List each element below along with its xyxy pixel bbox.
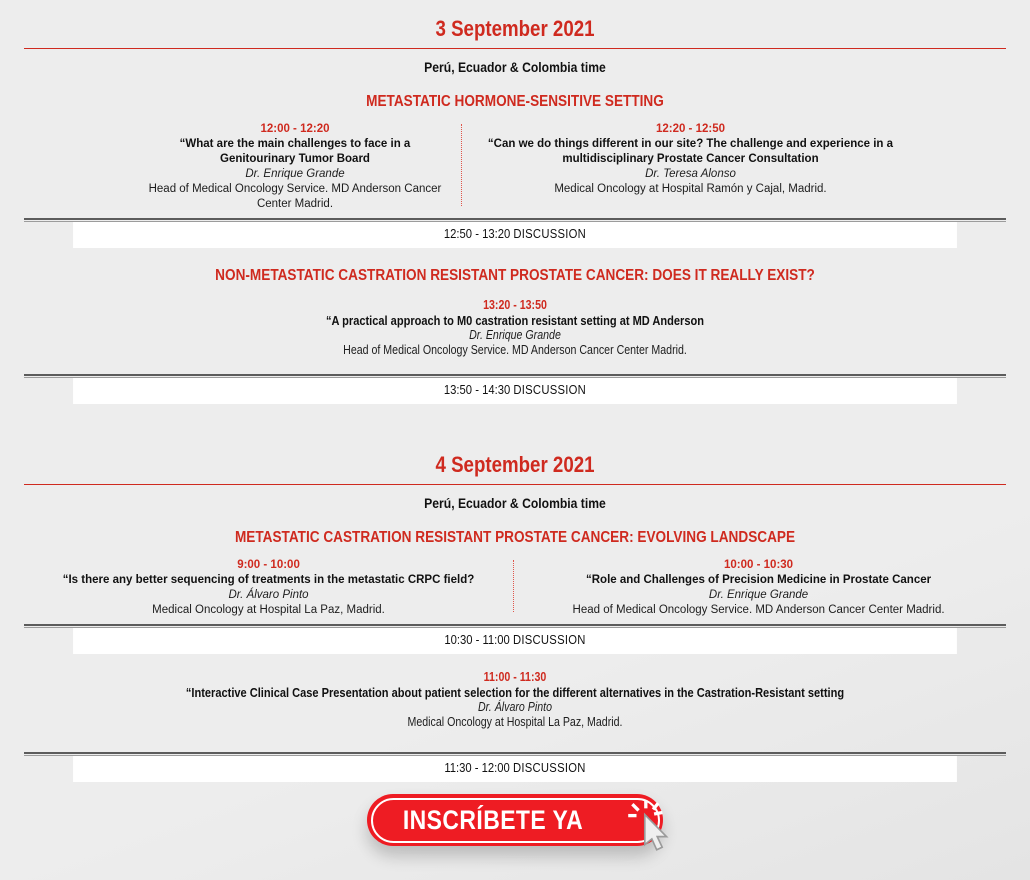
session-time: 11:00 - 11:30 <box>483 670 547 684</box>
session-card <box>0 298 1030 358</box>
discussion-bar <box>24 374 1006 404</box>
rule-dark <box>24 218 1006 220</box>
session-affiliation: Head of Medical Oncology Service. MD Anderson Cancer Center Madrid. <box>343 343 687 357</box>
discussion-band <box>73 378 957 404</box>
discussion-label: DISCUSSION <box>513 383 587 397</box>
session-card <box>24 558 513 618</box>
session-title: “Interactive Clinical Case Presentation about patient selection for the different alternatives in the Castration-Resistant setting <box>185 685 845 700</box>
session-speaker: Dr. Álvaro Pinto <box>477 700 553 714</box>
rule-dark <box>24 752 1006 754</box>
timezone-note: Perú, Ecuador & Colombia time <box>424 60 606 75</box>
register-button-label: INSCRÍBETE YA <box>402 804 584 835</box>
session-affiliation: Medical Oncology at Hospital La Paz, Madrid. <box>152 604 385 616</box>
session-card <box>462 122 1006 212</box>
rule-dark <box>24 374 1006 376</box>
session-title: “Is there any better sequencing of treatments in the metastatic CRPC field? <box>62 574 475 586</box>
session-time: 10:00 - 10:30 <box>724 559 794 571</box>
session-title: “A practical approach to M0 castration resistant setting at MD Anderson <box>325 313 705 328</box>
day-title: 4 September 2021 <box>435 452 595 477</box>
session-time: 12:00 - 12:20 <box>260 123 330 135</box>
discussion-time: 13:50 - 14:30 <box>443 383 511 397</box>
session-affiliation: Head of Medical Oncology Service. MD Anderson Cancer Center Madrid. <box>148 183 442 210</box>
session-speaker: Dr. Enrique Grande <box>469 328 561 342</box>
session-time: 13:20 - 13:50 <box>483 298 547 312</box>
session-time: 12:20 - 12:50 <box>655 123 725 135</box>
session-speaker: Dr. Enrique Grande <box>245 168 345 180</box>
session-speaker: Dr. Álvaro Pinto <box>228 589 309 601</box>
session-title: “Can we do things different in our site? The challenge and experience in a multidisciplinary Prostate Cancer Consultation <box>487 138 894 165</box>
section-heading: METASTATIC CASTRATION RESISTANT PROSTATE CANCER: EVOLVING LANDSCAPE <box>234 529 796 546</box>
timezone-note: Perú, Ecuador & Colombia time <box>424 496 606 511</box>
register-button[interactable] <box>367 794 663 846</box>
session-title: “What are the main challenges to face in a Genitourinary Tumor Board <box>179 138 411 165</box>
session-row <box>24 558 1006 618</box>
discussion-label: DISCUSSION <box>512 761 586 775</box>
discussion-label: DISCUSSION <box>512 633 586 647</box>
session-row <box>24 122 1006 212</box>
section-heading: NON-METASTATIC CASTRATION RESISTANT PROSTATE CANCER: DOES IT REALLY EXIST? <box>215 267 815 284</box>
discussion-time: 12:50 - 13:20 <box>443 227 511 241</box>
section-heading: METASTATIC HORMONE-SENSITIVE SETTING <box>366 93 664 110</box>
discussion-bar <box>24 218 1006 248</box>
day-title: 3 September 2021 <box>435 16 595 41</box>
session-card <box>24 122 461 212</box>
rule-dark <box>24 624 1006 626</box>
session-affiliation: Medical Oncology at Hospital La Paz, Madrid. <box>407 715 623 729</box>
discussion-time: 10:30 - 11:00 <box>444 633 510 647</box>
discussion-band <box>73 756 957 782</box>
session-affiliation: Medical Oncology at Hospital Ramón y Cajal, Madrid. <box>554 183 827 195</box>
session-card <box>514 558 1003 618</box>
discussion-label: DISCUSSION <box>513 227 587 241</box>
discussion-band <box>73 222 957 248</box>
red-divider-line <box>24 484 1006 485</box>
red-divider-line <box>24 48 1006 49</box>
session-time: 9:00 - 10:00 <box>237 559 300 571</box>
session-speaker: Dr. Enrique Grande <box>708 589 809 601</box>
discussion-bar <box>24 752 1006 782</box>
session-speaker: Dr. Teresa Alonso <box>645 168 736 180</box>
discussion-bar <box>24 624 1006 654</box>
session-title: “Role and Challenges of Precision Medicine in Prostate Cancer <box>586 574 932 586</box>
session-card <box>0 670 1030 730</box>
session-affiliation: Head of Medical Oncology Service. MD Anderson Cancer Center Madrid. <box>572 604 945 616</box>
discussion-time: 11:30 - 12:00 <box>444 761 510 775</box>
discussion-band <box>73 628 957 654</box>
click-cursor-icon <box>623 798 679 856</box>
